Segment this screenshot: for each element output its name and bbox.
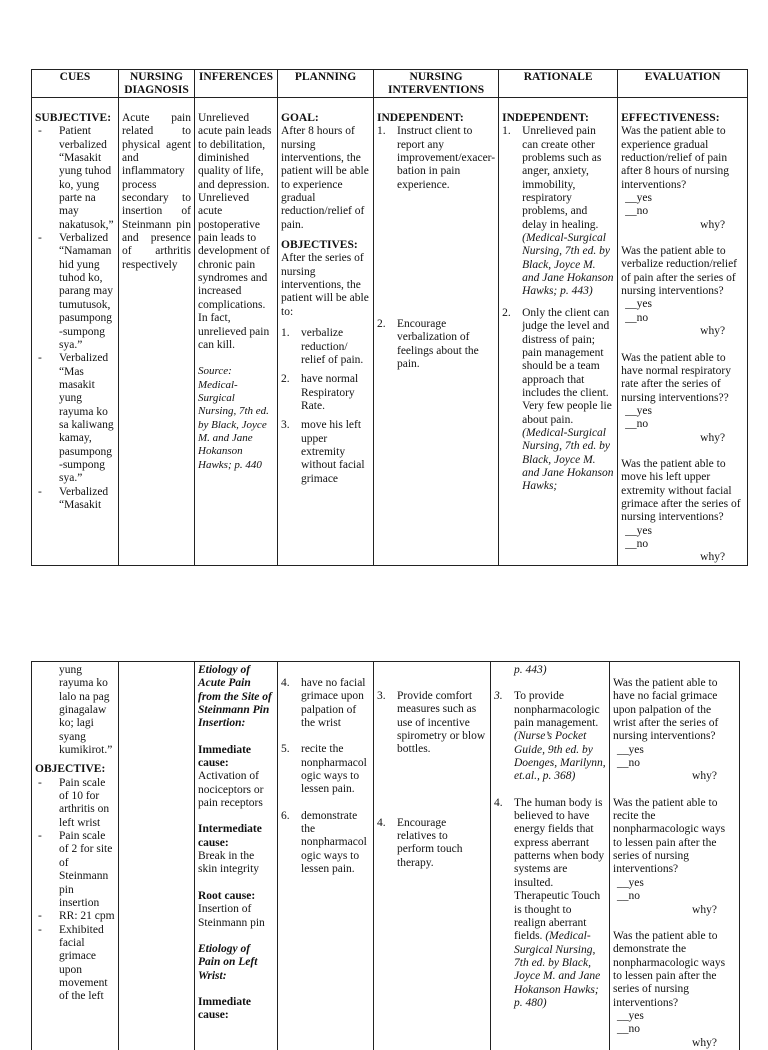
objectives-heading: OBJECTIVES:: [281, 239, 358, 252]
rationale-cell: [491, 662, 610, 1050]
yes-no-row: __yes __no: [617, 1009, 644, 1036]
header-rationale: RATIONALE: [499, 70, 618, 98]
why-label: why?: [700, 325, 726, 338]
evaluation-question: Was the patient able to experience gradual reduction/relief of pain after 8 hours of nursing interventions?: [621, 125, 730, 191]
intervention-item: 1. Instruct client to report any improvement/exacer-bation in pain experience.: [377, 125, 496, 191]
cue-item: - Patient verbalized “Masakit yung tuhod ko, yung parte na may nakatusok,”: [38, 125, 114, 231]
etiology-heading: Etiology of Acute Pain from the Site of Steinmann Pin Insertion:: [198, 664, 272, 730]
yes-no-row: __yes __no: [617, 743, 644, 770]
cue-continuation: yung rayuma ko lalo na pag ginagalaw ko; lagi syang kumikirot.”: [59, 664, 113, 757]
rationale-item: 4. The human body is believed to have energy fields that express aberrant patterns when body systems are insulted. Therapeutic Touch is thought to realign aberrant fields. (Medical-Surgical Nursing, 7th ed. by Black, Joyce M. and Jane Hokanson Hawks; p. 480): [494, 796, 605, 1009]
header-planning: PLANNING: [278, 70, 374, 98]
why-label: why?: [692, 903, 717, 916]
cue-item: - Verbalized “Mas masakit yung rayuma ko sa kaliwang kamay, pasumpong -sumpong sya.”: [38, 352, 114, 485]
evaluation-question: Was the patient able to move his left upper extremity without facial grimace after the series of nursing interventions?: [621, 457, 741, 524]
why-label: why?: [700, 218, 726, 231]
diagnosis-cell: [119, 662, 195, 1050]
effectiveness-heading: EFFECTIVENESS:: [621, 112, 720, 124]
interventions-cell: [374, 98, 499, 566]
objective-item: 4. have no facial grimace upon palpation of the wrist: [281, 677, 366, 730]
yes-no-row: __yes __no: [625, 192, 652, 218]
cue-item: - Pain scale of 10 for arthritis on left wrist: [38, 776, 110, 829]
interventions-cell: [374, 662, 491, 1050]
rationale-item: 1. Unrelieved pain can create other problems such as anger, anxiety, immobility, respiratory problems, and delay in healing. (Medical-Surgical Nursing, 7th ed. by Black, Joyce M. and Jane Hokanson Hawks; p. 443): [502, 125, 614, 298]
diagnosis-cell: [119, 98, 195, 566]
yes-no-row: __yes __no: [617, 876, 644, 903]
goal-text: After 8 hours of nursing interventions, the patient will be able to experience gradual reduction/relief of pain.: [281, 125, 369, 231]
planning-cell: [278, 98, 374, 566]
cue-item: - Verbalized “Masakit: [38, 485, 109, 511]
why-label: why?: [700, 431, 726, 444]
etiology-heading: Etiology of Pain on Left Wrist:: [198, 942, 258, 982]
yes-no-row: __yes __no: [625, 298, 652, 324]
intervention-item: 3. Provide comfort measures such as use of incentive spirometry or blow bottles.: [377, 690, 486, 756]
objective-item: 1. verbalize reduction/ relief of pain.: [281, 327, 364, 366]
evaluation-question: Was the patient able to have no facial grimace upon palpation of the wrist after the series of nursing interventions?: [613, 677, 719, 743]
rationale-cell: [499, 98, 618, 566]
header-nursing-diagnosis: NURSING DIAGNOSIS: [119, 70, 195, 98]
objectives-intro: After the series of nursing interventions, the patient will be able to:: [281, 252, 369, 318]
cue-item: - RR: 21 cpm: [38, 910, 115, 923]
subjective-heading: SUBJECTIVE:: [35, 112, 112, 124]
inferences-cell: [195, 98, 278, 566]
root-cause-label: Root cause:: [198, 889, 256, 902]
intervention-item: 2. Encourage verbalization of feelings about the pain.: [377, 318, 479, 371]
inferences-cell: [195, 662, 278, 1050]
rationale-item: 3. To provide nonpharmacologic pain management. (Nurse’s Pocket Guide, 9th ed. by Doenges, Marilynn, et.al., p. 368): [494, 690, 606, 783]
cues-cell: [32, 98, 119, 566]
inferences-source: Source: Medical-Surgical Nursing, 7th ed. by Black, Joyce M. and Jane Hokanson Hawks; p. 440: [198, 365, 269, 471]
evaluation-question: Was the patient able to have normal respiratory rate after the series of nursing interventions??: [621, 351, 731, 404]
immediate-cause-label: Immediate cause:: [198, 743, 252, 770]
root-cause-text: Insertion of Steinmann pin: [198, 903, 265, 929]
header-cues: CUES: [32, 70, 119, 98]
cue-item: - Pain scale of 2 for site of Steinmann pin insertion: [38, 830, 113, 909]
intervention-item: 4. Encourage relatives to perform touch therapy.: [377, 816, 463, 869]
yes-no-row: __yes __no: [625, 404, 652, 431]
objective-item: 2. have normal Respiratory Rate.: [281, 373, 359, 412]
content-row: [32, 662, 740, 1050]
immediate-cause-label: Immediate cause:: [198, 995, 252, 1022]
rationale-continuation: p. 443): [514, 664, 547, 676]
objective-item: 5. recite the nonpharmacol ogic ways to lessen pain.: [281, 743, 367, 796]
header-row: [32, 70, 748, 98]
yes-no-row: __yes __no: [625, 524, 652, 550]
header-evaluation: EVALUATION: [618, 70, 748, 98]
objective-item: 6. demonstrate the nonpharmacol ogic ways to lessen pain.: [281, 809, 367, 876]
planning-cell: [278, 662, 374, 1050]
evaluation-question: Was the patient able to demonstrate the nonpharmacologic ways to lessen pain after the series of nursing interventions?: [613, 929, 726, 1009]
independent-heading: INDEPENDENT:: [377, 112, 464, 124]
rationale-item: 2. Only the client can judge the level and distress of pain; pain management should be a team approach that includes the client. Very few people lie about pain. (Medical-Surgical Nursing, 7th ed. by Black, Joyce M. and Jane Hokanson Hawks;: [502, 306, 614, 493]
evaluation-question: Was the patient able to recite the nonpharmacologic ways to lessen pain after the series of nursing interventions?: [613, 796, 726, 876]
nursing-diagnosis-text: Acute pain related to physical agent and inflammatory process secondary to insertion of Steinmann pin and presence of arthritis respectively: [122, 112, 191, 271]
header-nursing-interventions: NURSING INTERVENTIONS: [374, 70, 499, 98]
intermediate-cause-label: Intermediate cause:: [198, 823, 262, 849]
intermediate-cause-text: Break in the skin integrity: [198, 850, 260, 876]
inferences-text: Unrelieved acute pain leads to debilitation, diminished quality of life, and depression. Unrelieved acute postoperative pain leads to development of chronic pain syndromes and increased complications. In fact, unrelieved pain can kill.: [198, 112, 272, 351]
evaluation-question: Was the patient able to verbalize reduction/relief of pain after the series of nursing interventions?: [621, 245, 738, 298]
objective-heading: OBJECTIVE:: [35, 763, 106, 776]
why-label: why?: [692, 1036, 717, 1049]
evaluation-cell: [610, 662, 740, 1050]
care-plan-table-page-2: [31, 661, 740, 1050]
rationale-independent-heading: INDEPENDENT:: [502, 112, 589, 124]
objective-item: 3. move his left upper extremity without facial grimace: [281, 419, 365, 485]
immediate-cause-text: Activation of nociceptors or pain receptors: [198, 770, 264, 810]
why-label: why?: [692, 770, 717, 783]
goal-heading: GOAL:: [281, 112, 319, 124]
cue-item: - Verbalized “Namaman hid yung tuhod ko, parang may tumutusok, pasumpong -sumpong sya.”: [38, 232, 113, 351]
cue-item: - Exhibited facial grimace upon movement of the left: [38, 923, 108, 1003]
evaluation-cell: [618, 98, 748, 566]
care-plan-table-page-1: [31, 69, 748, 566]
header-inferences: INFERENCES: [195, 70, 278, 98]
content-row: [32, 98, 748, 566]
why-label: why?: [700, 551, 726, 564]
cues-cell: [32, 662, 119, 1050]
